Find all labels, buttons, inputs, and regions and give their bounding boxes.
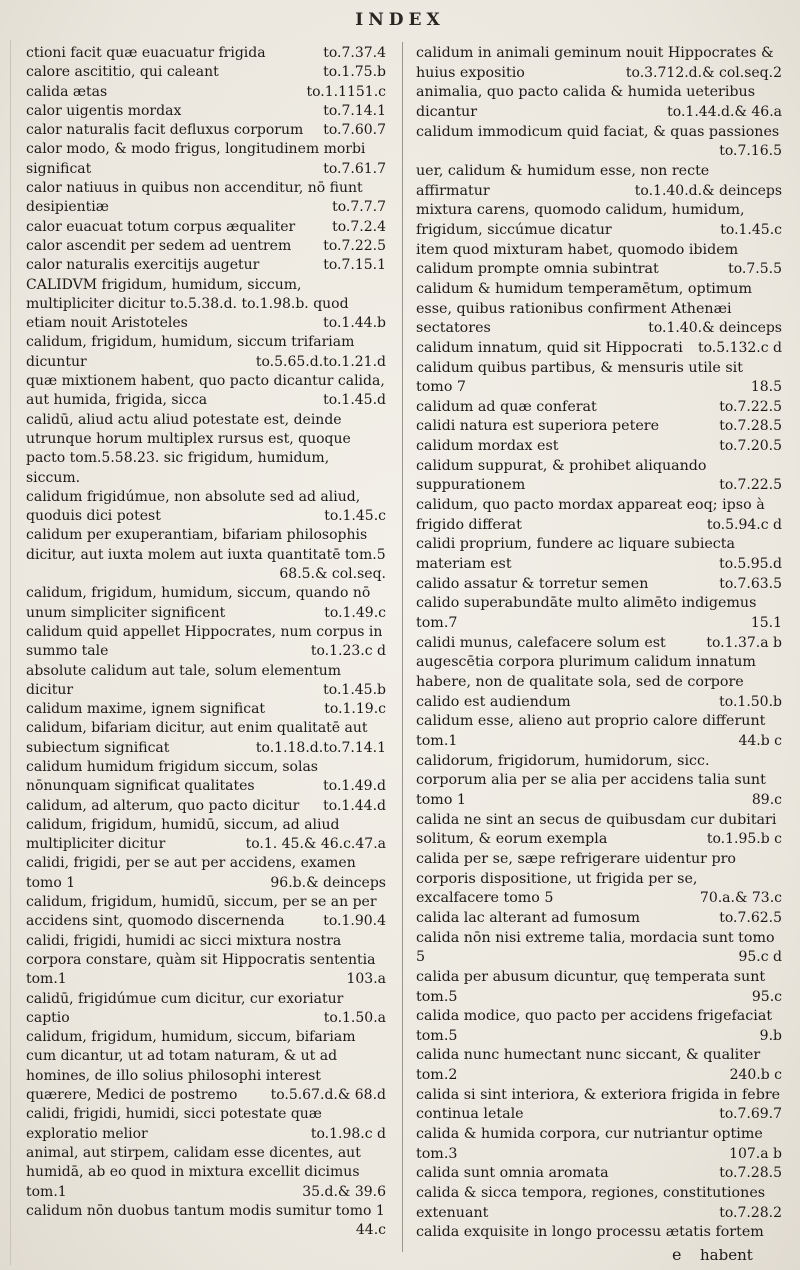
entry-reference: to.1.90.4 bbox=[323, 913, 386, 930]
entry-text: calore ascititio, qui caleant bbox=[26, 64, 219, 81]
entry-reference: to.1.40.& deinceps bbox=[648, 320, 782, 337]
entry-text: animal, aut stirpem, calidam esse dicentes, aut humidā, ab eo quod in mixtura excellit dicimus tom.1 bbox=[26, 1144, 361, 1200]
entry-text: calida sunt omnia aromata bbox=[416, 1165, 609, 1182]
index-entry bbox=[416, 457, 782, 496]
entry-reference: to.3.712.d.& col.seq.2 bbox=[625, 64, 782, 81]
entry-text: calida si sint interiora, & exteriora frigida in febre continua letale bbox=[416, 1086, 781, 1123]
entry-reference: 18.5 bbox=[750, 379, 782, 396]
entry-reference: to.1.75.b bbox=[323, 64, 386, 81]
index-entry bbox=[26, 932, 386, 990]
entry-reference: 70.a.& 73.c bbox=[699, 890, 782, 907]
entry-text: calidum immodicum quid faciat, & quas passiones bbox=[416, 123, 780, 140]
entry-text: calidi, frigidi, per se aut per accidens, examen tomo 1 bbox=[26, 855, 356, 891]
entry-text: uer, calidum & humidum esse, non recte affirmatur bbox=[416, 162, 710, 199]
entry-text: calor naturalis exercitijs augetur bbox=[26, 257, 260, 274]
entry-reference: to.7.20.5 bbox=[719, 438, 782, 455]
index-entry bbox=[26, 488, 386, 527]
entry-text: calor ascendit per sedem ad uentrem bbox=[26, 237, 292, 254]
entry-text: calidum quibus partibus, & mensuris utile sit tomo 7 bbox=[416, 359, 743, 396]
index-entry bbox=[26, 854, 386, 893]
index-entry bbox=[26, 700, 386, 719]
entry-reference: to.1.1151.c bbox=[306, 83, 386, 100]
entry-text: calidum, frigidum, humidū, siccum, per se an per accidens sint, quomodo discernenda bbox=[26, 894, 377, 930]
entry-text: mixtura carens, quomodo calidum, humidum, frigidum, siccúmue dicatur bbox=[416, 202, 745, 238]
index-entry bbox=[26, 237, 386, 256]
entry-text: calidū, aliud actu aliud potestate est, deinde utrunque horum multiplex rursus est, quoque pacto tom.5.58.23. sic frigidum, humidum, siccum. bbox=[26, 411, 351, 486]
index-entry bbox=[26, 1202, 386, 1241]
entry-reference: to.7.22.5 bbox=[719, 398, 782, 415]
index-entry bbox=[416, 1007, 782, 1046]
entry-reference: 95.c bbox=[751, 988, 782, 1005]
index-entry bbox=[26, 276, 386, 334]
entry-text: calidum prompte omnia subintrat bbox=[416, 261, 659, 278]
entry-reference: to.7.62.5 bbox=[719, 909, 782, 926]
index-entry bbox=[26, 526, 386, 584]
index-entry bbox=[26, 797, 386, 816]
entry-reference: to.1.50.b bbox=[719, 693, 782, 710]
entry-reference: to.7.63.5 bbox=[719, 575, 782, 592]
entry-reference: to.7.28.5 bbox=[719, 1165, 782, 1182]
entry-reference: to.7.28.2 bbox=[719, 1204, 782, 1221]
index-entry bbox=[416, 1184, 782, 1223]
entry-text: calor naturalis facit defluxus corporum bbox=[26, 122, 304, 139]
index-entry bbox=[26, 990, 386, 1029]
index-entry bbox=[416, 241, 782, 261]
entry-text: calidum frigidúmue, non absolute sed ad aliud, quoduis dici potest bbox=[26, 488, 361, 525]
entry-text: calidū, frigidúmue cum dicitur, cur exoriatur captio bbox=[26, 990, 344, 1026]
index-entry bbox=[416, 1223, 782, 1243]
entry-reference: to.1.49.c bbox=[324, 604, 386, 621]
entry-text: calida nunc humectant nunc siccant, & qualiter tom.2 bbox=[416, 1047, 761, 1084]
entry-text: calidum esse, alieno aut proprio calore differunt tom.1 bbox=[416, 713, 766, 749]
entry-text: item quod mixturam habet, quomodo ibidem bbox=[416, 241, 739, 258]
index-entry bbox=[416, 653, 782, 712]
entry-reference: to.7.7.7 bbox=[332, 199, 386, 216]
index-entry bbox=[26, 1144, 386, 1202]
entry-text: calidum per exuperantiam, bifariam philosophis dicitur, aut iuxta molem aut iuxta quantitatē tom.5 bbox=[26, 527, 386, 563]
entry-text: calida lac alterant ad fumosum bbox=[416, 909, 640, 926]
index-entry bbox=[26, 333, 386, 372]
entry-text: calida per se, sæpe refrigerare uidentur pro corporis dispositione, ut frigida per se, excalfacere tomo 5 bbox=[416, 850, 736, 907]
index-entry bbox=[26, 893, 386, 932]
entry-text: calidi, frigidi, humidi, sicci potestate quæ exploratio melior bbox=[26, 1106, 322, 1142]
entry-reference: to.1.45.b bbox=[323, 681, 386, 698]
index-entry bbox=[26, 758, 386, 797]
index-entry bbox=[26, 218, 386, 237]
index-entry bbox=[416, 811, 782, 850]
entry-text: calidum, frigidum, humidum, siccum, quando nō unum simpliciter significent bbox=[26, 585, 371, 621]
entry-text: calida ætas bbox=[26, 83, 108, 100]
index-entry bbox=[416, 44, 782, 83]
entry-text: calida per abusum dicuntur, quę temperata sunt tom.5 bbox=[416, 968, 766, 1005]
entry-reference: 95.c d bbox=[738, 949, 782, 966]
entry-reference: to.7.37.4 bbox=[323, 45, 386, 61]
entry-reference: to.1.19.c bbox=[324, 701, 386, 718]
entry-text: calido assatur & torretur semen bbox=[416, 575, 649, 592]
entry-reference: 9.b bbox=[759, 1027, 782, 1044]
entry-text: calida ne sint an secus de quibusdam cur dubitari solitum, & eorum exempla bbox=[416, 811, 777, 848]
index-entry bbox=[416, 1086, 782, 1125]
index-entry bbox=[416, 339, 782, 359]
entry-reference: to.1.18.d.to.7.14.1 bbox=[255, 739, 386, 756]
page-footer bbox=[0, 1244, 800, 1270]
entry-text: calidum ad quæ conferat bbox=[416, 398, 597, 415]
entry-text: calida nōn nisi extreme talia, mordacia sunt tomo 5 bbox=[416, 929, 775, 966]
entry-text: calor uigentis mordax bbox=[26, 102, 182, 119]
index-entry bbox=[416, 909, 782, 929]
entry-reference: to.1.37.a b bbox=[706, 634, 782, 651]
index-column-right bbox=[416, 44, 782, 1250]
index-entry bbox=[26, 816, 386, 855]
index-entry bbox=[26, 179, 386, 218]
index-entry bbox=[26, 584, 386, 623]
entry-reference: 89.c bbox=[751, 791, 782, 808]
index-entry bbox=[416, 712, 782, 751]
entry-reference: to.5.65.d.to.1.21.d bbox=[255, 353, 386, 370]
entry-text: calidum in animali geminum nouit Hippocrates & huius expositio bbox=[416, 45, 774, 81]
entry-reference: to.7.16.5 bbox=[719, 143, 782, 160]
entry-text: calida & humida corpora, cur nutriantur optime tom.3 bbox=[416, 1126, 763, 1162]
index-entry bbox=[26, 256, 386, 275]
entry-text: calidum & humidum temperamētum, optimum esse, quibus rationibus confirment Athenæi sectatores bbox=[416, 280, 753, 337]
entry-text: calidum, frigidum, humidum, siccum trifariam dicuntur bbox=[26, 334, 355, 370]
index-entry bbox=[416, 83, 782, 122]
index-entry bbox=[26, 140, 386, 179]
entry-reference: to.5.132.c d bbox=[697, 339, 782, 356]
index-entry bbox=[26, 44, 386, 63]
entry-reference: to.7.28.5 bbox=[719, 418, 782, 435]
entry-text: calidum quid appellet Hippocrates, num corpus in summo tale bbox=[26, 623, 383, 660]
entry-reference: to.7.69.7 bbox=[719, 1106, 782, 1123]
entry-text: animalia, quo pacto calida & humida ueteribus dicantur bbox=[416, 84, 756, 120]
signature-mark: e bbox=[672, 1245, 682, 1264]
entry-reference: to.1.95.b c bbox=[706, 831, 782, 848]
entry-text: quæ mixtionem habent, quo pacto dicantur calida, aut humida, frigida, sicca bbox=[26, 373, 385, 409]
entry-reference: to.7.61.7 bbox=[323, 160, 386, 177]
entry-reference: 44.b c bbox=[738, 732, 782, 749]
entry-text: calidorum, frigidorum, humidorum, sicc. corporum alia per se alia per accidens talia sunt tomo 1 bbox=[416, 752, 766, 808]
entry-reference: to.1.98.c d bbox=[310, 1125, 386, 1142]
index-entry bbox=[26, 719, 386, 758]
entry-reference: 96.b.& deinceps bbox=[270, 874, 386, 891]
entry-text: calidum maxime, ignem significat bbox=[26, 701, 266, 718]
entry-reference: to.1.44.b bbox=[323, 315, 386, 332]
index-entry bbox=[26, 63, 386, 82]
entry-text: augescētia corpora plurimum calidum innatum habere, non de qualitate sola, sed de corpore calido est audiendum bbox=[416, 654, 756, 710]
entry-reference: to.5.95.d bbox=[719, 556, 782, 573]
index-entry bbox=[416, 398, 782, 418]
entry-reference: to.7.60.7 bbox=[323, 122, 386, 139]
entry-text: ctioni facit quæ euacuatur frigida bbox=[26, 45, 266, 61]
entry-reference: 35.d.& 39.6 bbox=[302, 1183, 386, 1200]
entry-text: absolute calidum aut tale, solum elementum dicitur bbox=[26, 662, 342, 698]
entry-reference: 44.c bbox=[355, 1222, 386, 1239]
index-entry bbox=[416, 850, 782, 909]
index-entry bbox=[26, 83, 386, 102]
column-divider bbox=[402, 42, 403, 1252]
entry-reference: to.1.45.c bbox=[324, 508, 386, 525]
index-entry bbox=[416, 1164, 782, 1184]
index-entry bbox=[26, 623, 386, 662]
index-entry bbox=[416, 162, 782, 201]
entry-text: calida & sicca tempora, regiones, constitutiones extenuant bbox=[416, 1185, 766, 1221]
entry-text: calidum nōn duobus tantum modis sumitur tomo 1 bbox=[26, 1202, 385, 1219]
entry-reference: to.1.49.d bbox=[323, 778, 386, 795]
entry-reference: to.1.44.d bbox=[323, 797, 386, 814]
index-entry bbox=[416, 535, 782, 574]
entry-reference: to.1.45.d bbox=[323, 392, 386, 409]
index-entry bbox=[26, 411, 386, 488]
index-entry bbox=[416, 1046, 782, 1085]
entry-reference: to.1.50.a bbox=[323, 1009, 386, 1026]
entry-reference: 103.a bbox=[346, 971, 386, 988]
index-entry bbox=[416, 437, 782, 457]
entry-reference: to.7.22.5 bbox=[719, 477, 782, 494]
catchword: habent bbox=[700, 1246, 753, 1264]
index-entry bbox=[26, 1028, 386, 1105]
entry-text: calidi proprium, fundere ac liquare subiecta materiam est bbox=[416, 536, 736, 573]
entry-reference: to.5.67.d.& 68.d bbox=[270, 1087, 386, 1104]
index-entry bbox=[416, 1125, 782, 1164]
entry-reference: to.7.15.1 bbox=[323, 257, 386, 274]
index-entry bbox=[416, 280, 782, 339]
entry-text: CALIDVM frigidum, humidum, siccum, multipliciter dicitur to.5.38.d. to.1.98.b. quod etiam nouit Aristoteles bbox=[26, 276, 349, 332]
index-column-left bbox=[26, 44, 386, 1250]
page-header: INDEX bbox=[355, 10, 445, 30]
page-edge-rule bbox=[10, 40, 11, 1265]
entry-reference: to.1.23.c d bbox=[310, 643, 386, 660]
entry-text: calidum, frigidum, humidū, siccum, ad aliud multipliciter dicitur bbox=[26, 816, 340, 853]
entry-text: calidum humidum frigidum siccum, solas nōnunquam significat qualitates bbox=[26, 758, 318, 795]
entry-text: calor euacuat totum corpus æqualiter bbox=[26, 218, 296, 235]
entry-text: calidum innatum, quid sit Hippocrati bbox=[416, 339, 683, 356]
index-entry bbox=[416, 123, 782, 162]
index-entry bbox=[416, 752, 782, 811]
entry-reference: to.7.5.5 bbox=[728, 261, 782, 278]
index-entry bbox=[416, 575, 782, 595]
entry-text: calidum, ad alterum, quo pacto dicitur bbox=[26, 797, 300, 814]
entry-text: calidum, bifariam dicitur, aut enim qualitatē aut subiectum significat bbox=[26, 720, 368, 756]
entry-reference: to.7.14.1 bbox=[323, 102, 386, 119]
index-entry bbox=[416, 634, 782, 654]
entry-reference: 68.5.& col.seq. bbox=[279, 566, 386, 583]
index-entry bbox=[26, 372, 386, 411]
entry-reference: to.7.22.5 bbox=[323, 237, 386, 254]
entry-reference: to.1.44.d.& 46.a bbox=[667, 103, 782, 120]
entry-reference: 107.a b bbox=[729, 1145, 782, 1162]
index-entry bbox=[416, 929, 782, 968]
index-entry bbox=[416, 260, 782, 280]
entry-text: calidum mordax est bbox=[416, 438, 559, 455]
entry-reference: to.1.40.d.& deinceps bbox=[634, 182, 782, 199]
entry-text: calor natiuus in quibus non accenditur, nō fiunt desipientiæ bbox=[26, 180, 363, 216]
index-entry bbox=[416, 968, 782, 1007]
entry-text: calor modo, & modo frigus, longitudinem morbi significat bbox=[26, 141, 366, 177]
entry-reference: to.7.2.4 bbox=[332, 218, 386, 235]
index-entry bbox=[26, 102, 386, 121]
entry-text: calido superabundāte multo alimēto indigemus tom.7 bbox=[416, 595, 757, 632]
index-entry bbox=[416, 594, 782, 633]
index-entry bbox=[26, 121, 386, 140]
entry-text: calidum, frigidum, humidum, siccum, bifariam cum dicantur, ut ad totam naturam, & ut ad homines, de illo solius philosophi interest quærere, Medici de postremo bbox=[26, 1029, 356, 1104]
entry-text: calidi natura est superiora petere bbox=[416, 418, 660, 435]
entry-text: calidum, quo pacto mordax appareat eoq; ipso à frigido differat bbox=[416, 497, 765, 533]
index-entry bbox=[416, 417, 782, 437]
index-entry bbox=[26, 662, 386, 701]
entry-text: calida exquisite in longo processu ætatis fortem bbox=[416, 1224, 764, 1241]
entry-text: calidi munus, calefacere solum est bbox=[416, 634, 666, 651]
entry-reference: to.1.45.c bbox=[720, 221, 782, 238]
index-entry bbox=[416, 359, 782, 398]
entry-reference: 15.1 bbox=[750, 615, 782, 632]
entry-reference: to.5.94.c d bbox=[706, 516, 782, 533]
entry-text: calidi, frigidi, humidi ac sicci mixtura nostra corpora constare, quàm sit Hippocratis sententia tom.1 bbox=[26, 932, 376, 988]
entry-text: calida modice, quo pacto per accidens frigefaciat tom.5 bbox=[416, 1008, 773, 1044]
entry-text: calidum suppurat, & prohibet aliquando suppurationem bbox=[416, 457, 707, 494]
entry-reference: 240.b c bbox=[729, 1067, 782, 1084]
index-entry bbox=[26, 1105, 386, 1144]
index-entry bbox=[416, 201, 782, 240]
entry-reference: to.1. 45.& 46.c.47.a bbox=[245, 836, 386, 853]
index-entry bbox=[416, 496, 782, 535]
